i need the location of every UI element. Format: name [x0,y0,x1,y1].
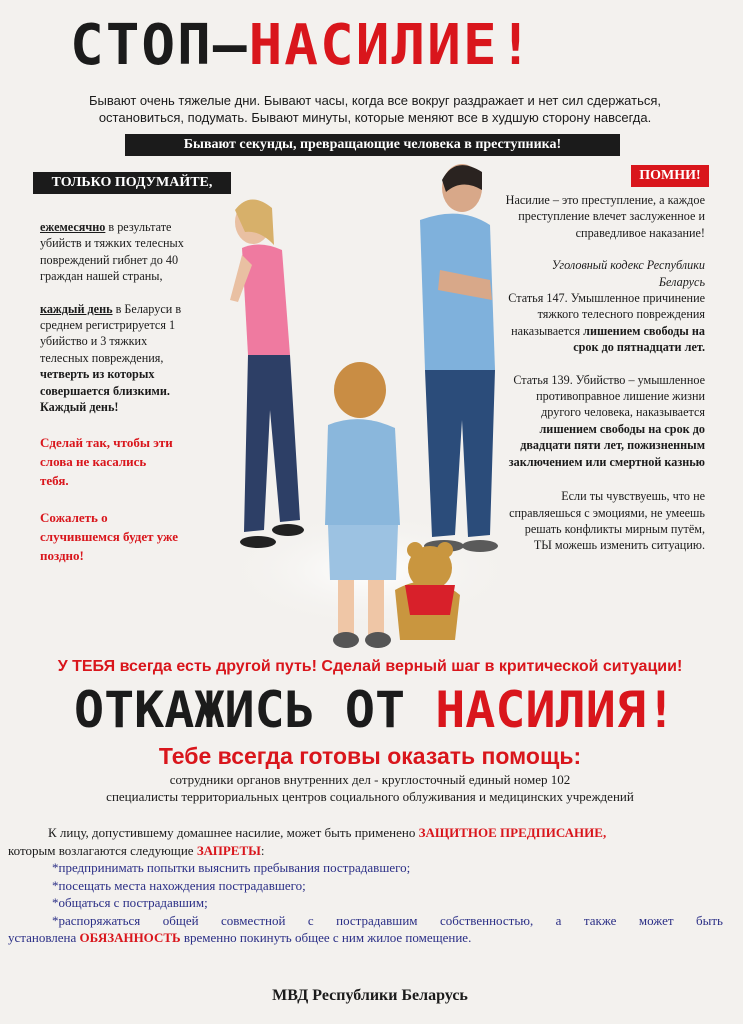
right-column [505,192,705,554]
order-last-pre: установлена [8,930,77,945]
order-intro-1 [8,824,723,842]
order-intro-2 [8,842,723,860]
left-daily-bold-2: четверть из которых совершается близкими. Каждый день! [40,367,170,415]
right-article-139-text: Статья 139. Убийство – умышленное противоправное лишение жизни другого человека, наказывается [513,372,705,420]
order-protective-label: ЗАЩИТНОЕ ПРЕДПИСАНИЕ, [418,825,607,840]
protective-order [8,824,723,947]
page-title [70,14,534,78]
path-line: У ТЕБЯ всегда есть другой путь! Сделай верный шаг в критической ситуации! [57,658,683,675]
title-part-violence: НАСИЛИЕ! [248,13,535,78]
order-item-1: *предпринимать попытки выяснить пребывания пострадавшего; [52,860,411,875]
order-duty-label: ОБЯЗАННОСТЬ [79,930,181,945]
left-monthly-bold: ежемесячно [40,220,106,234]
order-intro-2-text: которым возлагаются следующие [8,842,194,858]
left-red-2: Сожалеть о случившемся будет уже поздно! [40,510,179,564]
refuse-part-1: ОТКАЖИСЬ ОТ [73,681,436,739]
order-last-line [8,929,723,947]
order-bans-label: ЗАПРЕТЫ [196,842,261,858]
left-monthly-text: в результате убийств и тяжких телесных повреждений гибнет до 40 граждан нашей страны, [40,220,184,284]
left-stat-daily [40,301,190,416]
right-article-147-text: Статья 147. Умышленное причинение тяжкого телесного повреждения наказывается [508,291,705,338]
refuse-headline [30,680,720,740]
right-article-139-bold: лишением свободы на срок до двадцати пяти лет, пожизненным заключением или смертной казнью [508,421,705,469]
woman-figure [230,199,304,548]
man-figure [420,164,498,552]
think-banner: ТОЛЬКО ПОДУМАЙТЕ, [33,172,231,194]
order-item-2: *посещать места нахождения пострадавшего; [52,877,306,893]
order-item-4: *распоряжаться общей совместной с пострадавшим собственностью, а также может быть [52,912,723,928]
right-code-title: Уголовный кодекс Республики Беларусь [551,258,705,289]
refuse-part-2: НАСИЛИЯ! [435,681,677,739]
left-daily-text: в Беларуси в среднем регистрируется 1 убийство и 3 тяжких телесных повреждения, [40,301,182,365]
right-feelings: Если ты чувствуешь, что не справляешься с эмоциями, не умеешь решать конфликты мирным путём, ТЫ можешь изменить ситуацию. [509,489,705,553]
title-part-stop: СТОП– [70,13,249,78]
intro-line-2: остановиться, подумать. Бывают минуты, которые меняют все в худшую сторону навсегда. [98,110,652,125]
remember-banner: ПОМНИ! [631,165,709,187]
left-stat-monthly [40,219,190,285]
intro-line-1: Бывают очень тяжелые дни. Бывают часы, когда все вокруг раздражает и нет сил сдержаться, [88,93,661,108]
left-column [40,219,190,565]
help-line-2: специалисты территориальных центров социального облуживания и медицинских учреждений [106,789,634,804]
family-photo [200,150,520,660]
right-article-147-bold: лишением свободы на срок до пятнадцати лет. [573,323,705,355]
help-line-1: сотрудники органов внутренних дел - круглосточный единый номер 102 [169,772,571,787]
footer-ministry: МВД Республики Беларусь [272,987,468,1004]
right-article-147 [505,290,705,356]
intro-text [60,92,690,126]
seconds-banner: Бывают секунды, превращающие человека в преступника! [125,134,620,156]
left-daily-bold: каждый день [40,301,113,316]
order-last-post: временно покинуть общее с ним жилое помещение. [183,930,472,945]
order-item-3: *общаться с пострадавшим; [52,895,208,910]
help-title: Тебе всегда готовы оказать помощь: [158,743,582,769]
left-red-1: Сделай так, чтобы эти слова не касались тебя. [40,435,173,489]
order-intro-text: К лицу, допустившему домашнее насилие, может быть применено [48,825,416,840]
right-article-139 [505,372,705,470]
right-crime-note: Насилие – это преступление, а каждое преступление влечет заслуженное и справедливое наказание! [505,193,705,240]
order-intro-2-colon: : [260,842,265,858]
